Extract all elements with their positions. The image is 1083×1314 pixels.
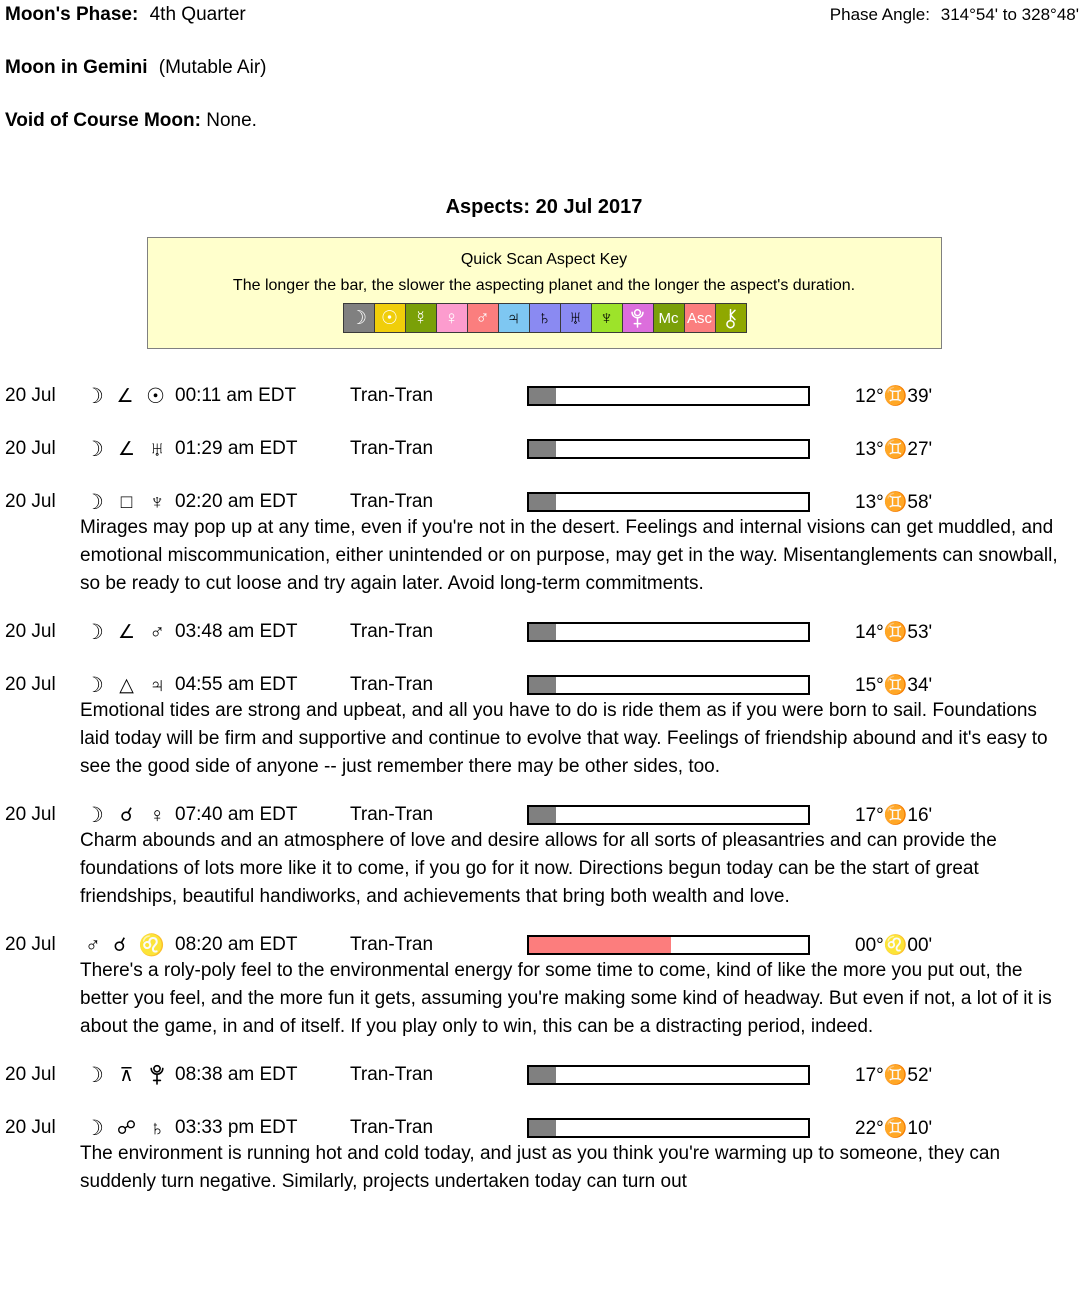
aspect-date: 20 Jul bbox=[5, 1117, 56, 1138]
aspect-entry bbox=[5, 933, 1083, 1041]
square-icon: □ bbox=[120, 491, 133, 513]
aspect-interpretation: Charm abounds and an atmosphere of love and desire allows for all sorts of pleasantries and can provide the foundations of lots more like it to come, if you go for it now. Directions begun today can be the start of great friendships, beautiful handiworks, and achievements that bring both wealth and love. bbox=[80, 830, 997, 907]
pluto-icon bbox=[149, 1064, 165, 1086]
moon-icon: ☽ bbox=[85, 1116, 104, 1140]
duration-bar-fill bbox=[529, 677, 556, 693]
duration-bar bbox=[527, 1065, 810, 1085]
moon-icon: ☽ bbox=[85, 490, 104, 514]
aspect-symbols bbox=[85, 1064, 175, 1086]
aspect-row bbox=[5, 803, 1083, 827]
phase-angle bbox=[830, 5, 1079, 25]
semisquare-icon: ∠ bbox=[118, 621, 136, 643]
aspect-entry bbox=[5, 803, 1083, 911]
aspect-type: Tran-Tran bbox=[350, 621, 434, 642]
phase-angle-value: 314°54' to 328°48' bbox=[940, 5, 1079, 24]
aspect-entry bbox=[5, 1116, 1083, 1196]
moon-icon: ☽ bbox=[85, 673, 104, 697]
jupiter-icon: ♃ bbox=[506, 307, 521, 329]
aspect-row bbox=[5, 490, 1083, 514]
degree-position: 12°♊39' bbox=[855, 386, 933, 407]
sun-key-cell bbox=[374, 303, 406, 333]
asc-label: Asc bbox=[686, 309, 712, 327]
duration-bar-fill bbox=[529, 807, 556, 823]
planet-key-strip bbox=[148, 303, 941, 333]
neptune-icon: ♆ bbox=[149, 490, 165, 514]
aspect-date: 20 Jul bbox=[5, 1064, 56, 1085]
aspect-entry bbox=[5, 384, 1083, 408]
mercury-icon: ☿ bbox=[413, 307, 428, 329]
leo-sign-icon: ♌ bbox=[138, 933, 165, 957]
aspect-type: Tran-Tran bbox=[350, 1117, 434, 1138]
aspect-row bbox=[5, 384, 1083, 408]
moon-sign-label: Moon in Gemini bbox=[5, 57, 148, 78]
jupiter-key-cell bbox=[498, 303, 530, 333]
aspect-type: Tran-Tran bbox=[350, 1064, 434, 1085]
aspect-type: Tran-Tran bbox=[350, 491, 434, 512]
aspect-time: 03:33 pm EDT bbox=[175, 1117, 298, 1138]
uranus-icon: ♅ bbox=[568, 307, 583, 329]
duration-bar-fill bbox=[529, 1067, 556, 1083]
opposition-icon: ☍ bbox=[116, 1117, 137, 1139]
asc-key-cell bbox=[684, 303, 716, 333]
aspect-date: 20 Jul bbox=[5, 674, 56, 695]
duration-bar-fill bbox=[529, 388, 556, 404]
aspect-symbols bbox=[85, 935, 175, 956]
conjunction-icon: ☌ bbox=[113, 934, 127, 956]
phase-angle-label: Phase Angle: bbox=[829, 5, 930, 24]
aspect-symbols bbox=[85, 439, 175, 460]
uranus-key-cell bbox=[560, 303, 592, 333]
aspect-list bbox=[5, 384, 1083, 1196]
aspect-time: 04:55 am EDT bbox=[175, 674, 298, 695]
venus-icon: ♀ bbox=[444, 307, 459, 329]
aspect-row bbox=[5, 933, 1083, 957]
aspect-date: 20 Jul bbox=[5, 385, 56, 406]
mc-label: Mc bbox=[658, 309, 679, 327]
duration-bar bbox=[527, 675, 810, 695]
aspect-row bbox=[5, 437, 1083, 461]
pluto-key-cell bbox=[622, 303, 654, 333]
moon-icon: ☽ bbox=[85, 620, 104, 644]
degree-position: 13°♊27' bbox=[855, 439, 933, 460]
moon-icon: ☽ bbox=[85, 1063, 104, 1087]
aspect-row bbox=[5, 673, 1083, 697]
degree-position: 13°♊58' bbox=[855, 492, 933, 513]
sun-icon: ☉ bbox=[146, 384, 165, 408]
moon-sign-note: (Mutable Air) bbox=[158, 57, 267, 78]
aspect-date: 20 Jul bbox=[5, 491, 56, 512]
sun-icon: ☉ bbox=[380, 307, 399, 329]
neptune-icon: ♆ bbox=[599, 307, 614, 329]
aspect-interpretation: Emotional tides are strong and upbeat, and all you have to do is ride them as if you were born to sail. Foundations laid today will be firm and supportive and continue to evolve that way. Feelings of friendship abound and it's easy to see the good side of anyone -- just remember there may be other sides, too. bbox=[80, 700, 1048, 777]
moon-icon: ☽ bbox=[85, 384, 104, 408]
duration-bar bbox=[527, 492, 810, 512]
mercury-key-cell bbox=[405, 303, 437, 333]
aspect-date: 20 Jul bbox=[5, 621, 56, 642]
mc-key-cell bbox=[653, 303, 685, 333]
saturn-icon: ♄ bbox=[149, 1116, 165, 1140]
conjunction-icon: ☌ bbox=[120, 804, 133, 826]
aspect-interpretation: Mirages may pop up at any time, even if you're not in the desert. Feelings and internal visions can get muddled, and emotional miscommunication, either unintended or on purpose, may get in the way. Misentanglements can snowball, so be ready to cut loose and try again later. Avoid long-term commitments. bbox=[80, 517, 1058, 594]
moon-icon: ☽ bbox=[85, 803, 104, 827]
page-title: Aspects: 20 Jul 2017 bbox=[445, 196, 643, 218]
moon-key-cell bbox=[343, 303, 375, 333]
saturn-icon: ♄ bbox=[537, 307, 552, 329]
mars-icon: ♂ bbox=[149, 620, 165, 644]
moon-icon: ☽ bbox=[349, 307, 368, 329]
moon-icon: ☽ bbox=[85, 437, 104, 461]
duration-bar bbox=[527, 1118, 810, 1138]
uranus-icon: ♅ bbox=[149, 437, 165, 461]
aspect-symbols bbox=[85, 492, 175, 513]
venus-icon: ♀ bbox=[149, 803, 165, 827]
voc-label: Void of Course Moon: bbox=[5, 110, 201, 131]
moon-phase-value: 4th Quarter bbox=[149, 4, 246, 25]
aspect-interpretation: There's a roly-poly feel to the environmental energy for some time to come, kind of like the more you put out, the better you feel, and the more fun it gets, assuming you're making some kind of headway. But even if not, a lot of it is about the game, in and of itself. If you play only to win, this can be a distracting period, indeed. bbox=[80, 960, 1052, 1037]
degree-position: 17°♊16' bbox=[855, 805, 933, 826]
aspect-symbols bbox=[85, 622, 175, 643]
aspect-type: Tran-Tran bbox=[350, 438, 434, 459]
aspect-type: Tran-Tran bbox=[350, 804, 434, 825]
aspect-entry bbox=[5, 437, 1083, 461]
quincunx-icon: ⊼ bbox=[119, 1064, 134, 1086]
aspect-row bbox=[5, 620, 1083, 644]
duration-bar-fill bbox=[529, 937, 671, 953]
aspect-time: 02:20 am EDT bbox=[175, 491, 298, 512]
aspect-type: Tran-Tran bbox=[350, 385, 434, 406]
aspect-type: Tran-Tran bbox=[350, 674, 434, 695]
voc-value: None. bbox=[206, 110, 257, 131]
aspect-time: 07:40 am EDT bbox=[175, 804, 298, 825]
duration-bar-fill bbox=[529, 494, 556, 510]
pluto-icon bbox=[630, 308, 645, 329]
degree-position: 17°♊52' bbox=[855, 1065, 933, 1086]
mars-icon: ♂ bbox=[475, 307, 490, 329]
degree-position: 14°♊53' bbox=[855, 622, 933, 643]
aspect-symbols bbox=[85, 805, 175, 826]
saturn-key-cell bbox=[529, 303, 561, 333]
aspect-date: 20 Jul bbox=[5, 438, 56, 459]
degree-position: 22°♊10' bbox=[855, 1118, 933, 1139]
aspect-row bbox=[5, 1063, 1083, 1087]
duration-bar bbox=[527, 935, 810, 955]
aspect-symbols bbox=[85, 675, 175, 696]
moon-sign-line bbox=[5, 57, 1083, 79]
aspect-interpretation: The environment is running hot and cold today, and just as you think you're warming up to someone, they can suddenly turn negative. Similarly, projects undertaken today can turn out bbox=[80, 1143, 1001, 1192]
duration-bar bbox=[527, 622, 810, 642]
jupiter-icon: ♃ bbox=[149, 673, 165, 697]
degree-position: 15°♊34' bbox=[855, 675, 933, 696]
duration-bar bbox=[527, 805, 810, 825]
aspect-date: 20 Jul bbox=[5, 804, 56, 825]
moon-phase-label: Moon's Phase: bbox=[5, 4, 139, 25]
chiron-key-cell bbox=[715, 303, 747, 333]
aspect-entry bbox=[5, 620, 1083, 644]
aspect-time: 08:20 am EDT bbox=[175, 934, 298, 955]
key-subtitle: The longer the bar, the slower the aspecting planet and the longer the aspect's duration. bbox=[232, 277, 856, 294]
degree-position: 00°♌00' bbox=[855, 935, 933, 956]
duration-bar-fill bbox=[529, 624, 556, 640]
venus-key-cell bbox=[436, 303, 468, 333]
mars-icon: ♂ bbox=[85, 933, 101, 957]
aspect-entry bbox=[5, 1063, 1083, 1087]
aspect-time: 03:48 am EDT bbox=[175, 621, 298, 642]
aspect-entry bbox=[5, 490, 1083, 598]
moon-phase bbox=[5, 4, 246, 26]
trine-icon: △ bbox=[119, 674, 134, 696]
aspect-row bbox=[5, 1116, 1083, 1140]
aspect-symbols bbox=[85, 386, 175, 407]
aspect-time: 01:29 am EDT bbox=[175, 438, 298, 459]
aspect-date: 20 Jul bbox=[5, 934, 56, 955]
aspect-time: 00:11 am EDT bbox=[175, 385, 297, 406]
semisquare-icon: ∠ bbox=[118, 438, 136, 460]
duration-bar-fill bbox=[529, 1120, 556, 1136]
duration-bar bbox=[527, 439, 810, 459]
key-title: Quick Scan Aspect Key bbox=[460, 251, 628, 268]
aspect-symbols bbox=[85, 1118, 175, 1139]
chiron-icon bbox=[723, 308, 738, 329]
quick-scan-aspect-key bbox=[147, 237, 942, 349]
mars-key-cell bbox=[467, 303, 499, 333]
neptune-key-cell bbox=[591, 303, 623, 333]
moon-phase-line bbox=[5, 4, 1083, 26]
semisquare-icon: ∠ bbox=[116, 385, 134, 407]
aspect-time: 08:38 am EDT bbox=[175, 1064, 298, 1085]
void-of-course-line bbox=[5, 110, 1083, 132]
duration-bar-fill bbox=[529, 441, 556, 457]
aspect-type: Tran-Tran bbox=[350, 934, 434, 955]
aspect-entry bbox=[5, 673, 1083, 781]
duration-bar bbox=[527, 386, 810, 406]
